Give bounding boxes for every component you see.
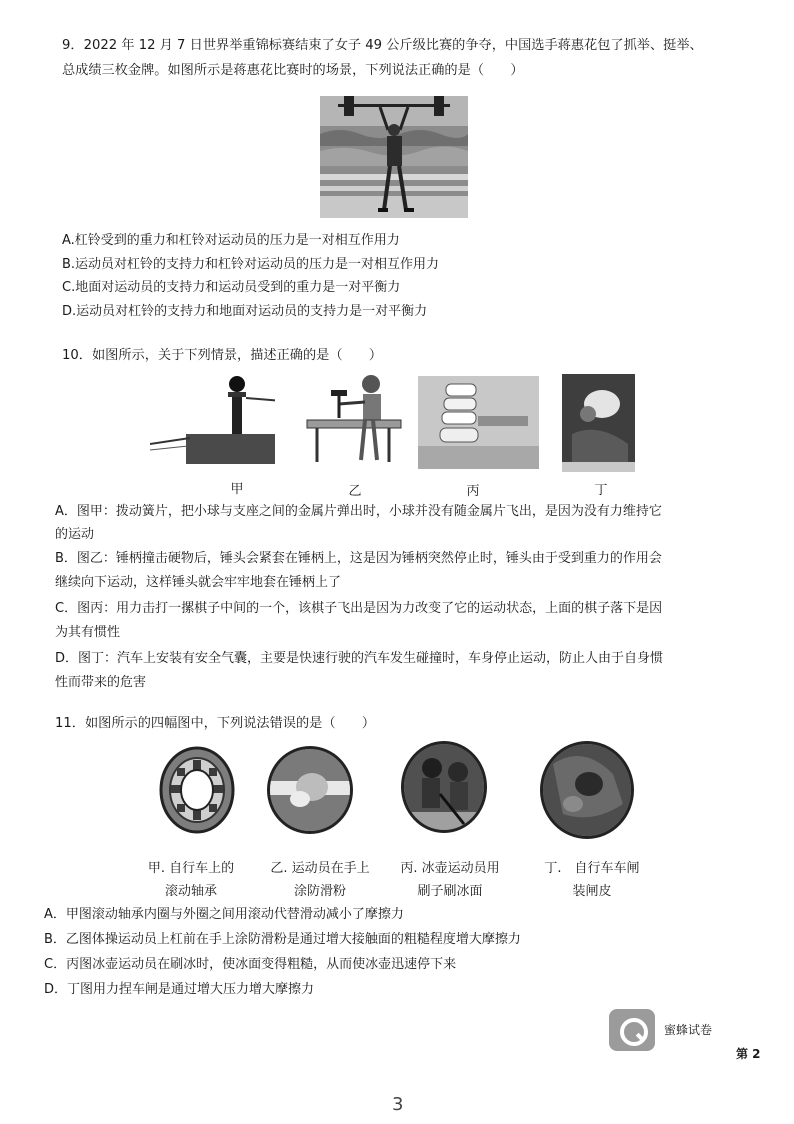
q9-option-d: D.运动员对杠铃的支持力和地面对运动员的支持力是一对平衡力 bbox=[62, 304, 428, 319]
q11-caption-yi-line1: 乙. 运动员在手上 bbox=[270, 861, 370, 876]
q11-caption-yi-line2: 涂防滑粉 bbox=[293, 884, 346, 899]
figure-ding-airbag bbox=[562, 374, 635, 472]
q11-option-c: C．丙图冰壶运动员在刷冰时，使冰面变得粗糙，从而使冰壶迅速停下来 bbox=[44, 957, 457, 972]
q11-option-a: A．甲图滚动轴承内圈与外圈之间用滚动代替滑动减小了摩擦力 bbox=[44, 907, 404, 922]
q11-caption-ding-line2: 装闸皮 bbox=[572, 884, 612, 899]
figure-brake-photo bbox=[540, 741, 634, 839]
weightlifter-photo bbox=[320, 96, 468, 218]
q9-option-a: A.杠铃受到的重力和杠铃对运动员的压力是一对相互作用力 bbox=[62, 233, 400, 248]
q10-caption-ding: 丁 bbox=[594, 483, 608, 498]
q10-caption-bing: 丙 bbox=[466, 484, 480, 499]
q11-stem: 11．如图所示的四幅图中，下列说法错误的是（ ） bbox=[55, 716, 376, 731]
figure-bing-chess-stack bbox=[418, 376, 539, 469]
figure-hand-powder-photo bbox=[267, 746, 353, 834]
figure-bearing-photo bbox=[157, 744, 237, 836]
figure-curling-photo bbox=[401, 741, 487, 833]
page-number: 3 bbox=[392, 1094, 404, 1115]
watermark-text: 蜜蜂试卷 bbox=[664, 1023, 713, 1037]
q9-stem-line2: 总成绩三枚金牌。如图所示是蒋惠花比赛时的场景，下列说法正确的是（ ） bbox=[62, 63, 524, 78]
q11-option-b: B．乙图体操运动员上杠前在手上涂防滑粉是通过增大接触面的粗糙程度增大摩擦力 bbox=[44, 932, 521, 947]
q10-option-d-line1: D．图丁：汽车上安装有安全气囊，主要是快速行驶的汽车发生碰撞时，车身停止运动，防止人由于自身惯 bbox=[55, 651, 664, 666]
q10-option-c-line1: C．图丙：用力击打一摞棋子中间的一个，该棋子飞出是因为力改变了它的运动状态，上面的棋子落下是因 bbox=[55, 601, 663, 616]
q11-caption-jia-line2: 滚动轴承 bbox=[164, 884, 217, 899]
q10-option-a-line1: A．图甲：拨动簧片，把小球与支座之间的金属片弹出时，小球并没有随金属片飞出，是因为没有力维持它 bbox=[55, 504, 662, 519]
q10-option-b-line2: 继续向下运动，这样锤头就会牢牢地套在锤柄上了 bbox=[55, 575, 342, 590]
watermark-logo-icon bbox=[609, 1009, 655, 1051]
q10-caption-yi: 乙 bbox=[348, 484, 362, 499]
q10-option-c-line2: 为其有惯性 bbox=[55, 625, 121, 640]
q10-option-b-line1: B．图乙：锤柄撞击硬物后，锤头会紧套在锤柄上，这是因为锤柄突然停止时，锤头由于受到重力的作用会 bbox=[55, 551, 662, 566]
q10-stem: 10．如图所示，关于下列情景，描述正确的是（ ） bbox=[62, 348, 383, 363]
q9-stem-line1: 9．2022 年 12 月 7 日世界举重锦标赛结束了女子 49 公斤级比赛的争夺，中国选手蒋惠花包了抓举、挺举、 bbox=[62, 38, 703, 53]
q11-caption-jia-line1: 甲. 自行车上的 bbox=[147, 861, 235, 876]
q11-caption-bing-line2: 刷子刷冰面 bbox=[417, 884, 483, 899]
q10-option-a-line2: 的运动 bbox=[55, 527, 95, 542]
figure-yi-hammer-bench bbox=[303, 372, 405, 470]
page-corner-label: 第 2 bbox=[736, 1047, 761, 1061]
q9-option-c: C.地面对运动员的支持力和运动员受到的重力是一对平衡力 bbox=[62, 280, 401, 295]
q11-caption-ding-line1: 丁. 自行车车闸 bbox=[544, 861, 640, 876]
q9-option-b: B.运动员对杠铃的支持力和杠铃对运动员的压力是一对相互作用力 bbox=[62, 257, 440, 272]
q10-option-d-line2: 性而带来的危害 bbox=[55, 675, 147, 690]
q10-caption-jia: 甲 bbox=[230, 482, 244, 497]
q11-caption-bing-line1: 丙. 冰壶运动员用 bbox=[400, 861, 500, 876]
figure-jia-inertia-apparatus bbox=[150, 372, 275, 469]
q11-option-d: D．丁图用力捏车闸是通过增大压力增大摩擦力 bbox=[44, 982, 315, 997]
